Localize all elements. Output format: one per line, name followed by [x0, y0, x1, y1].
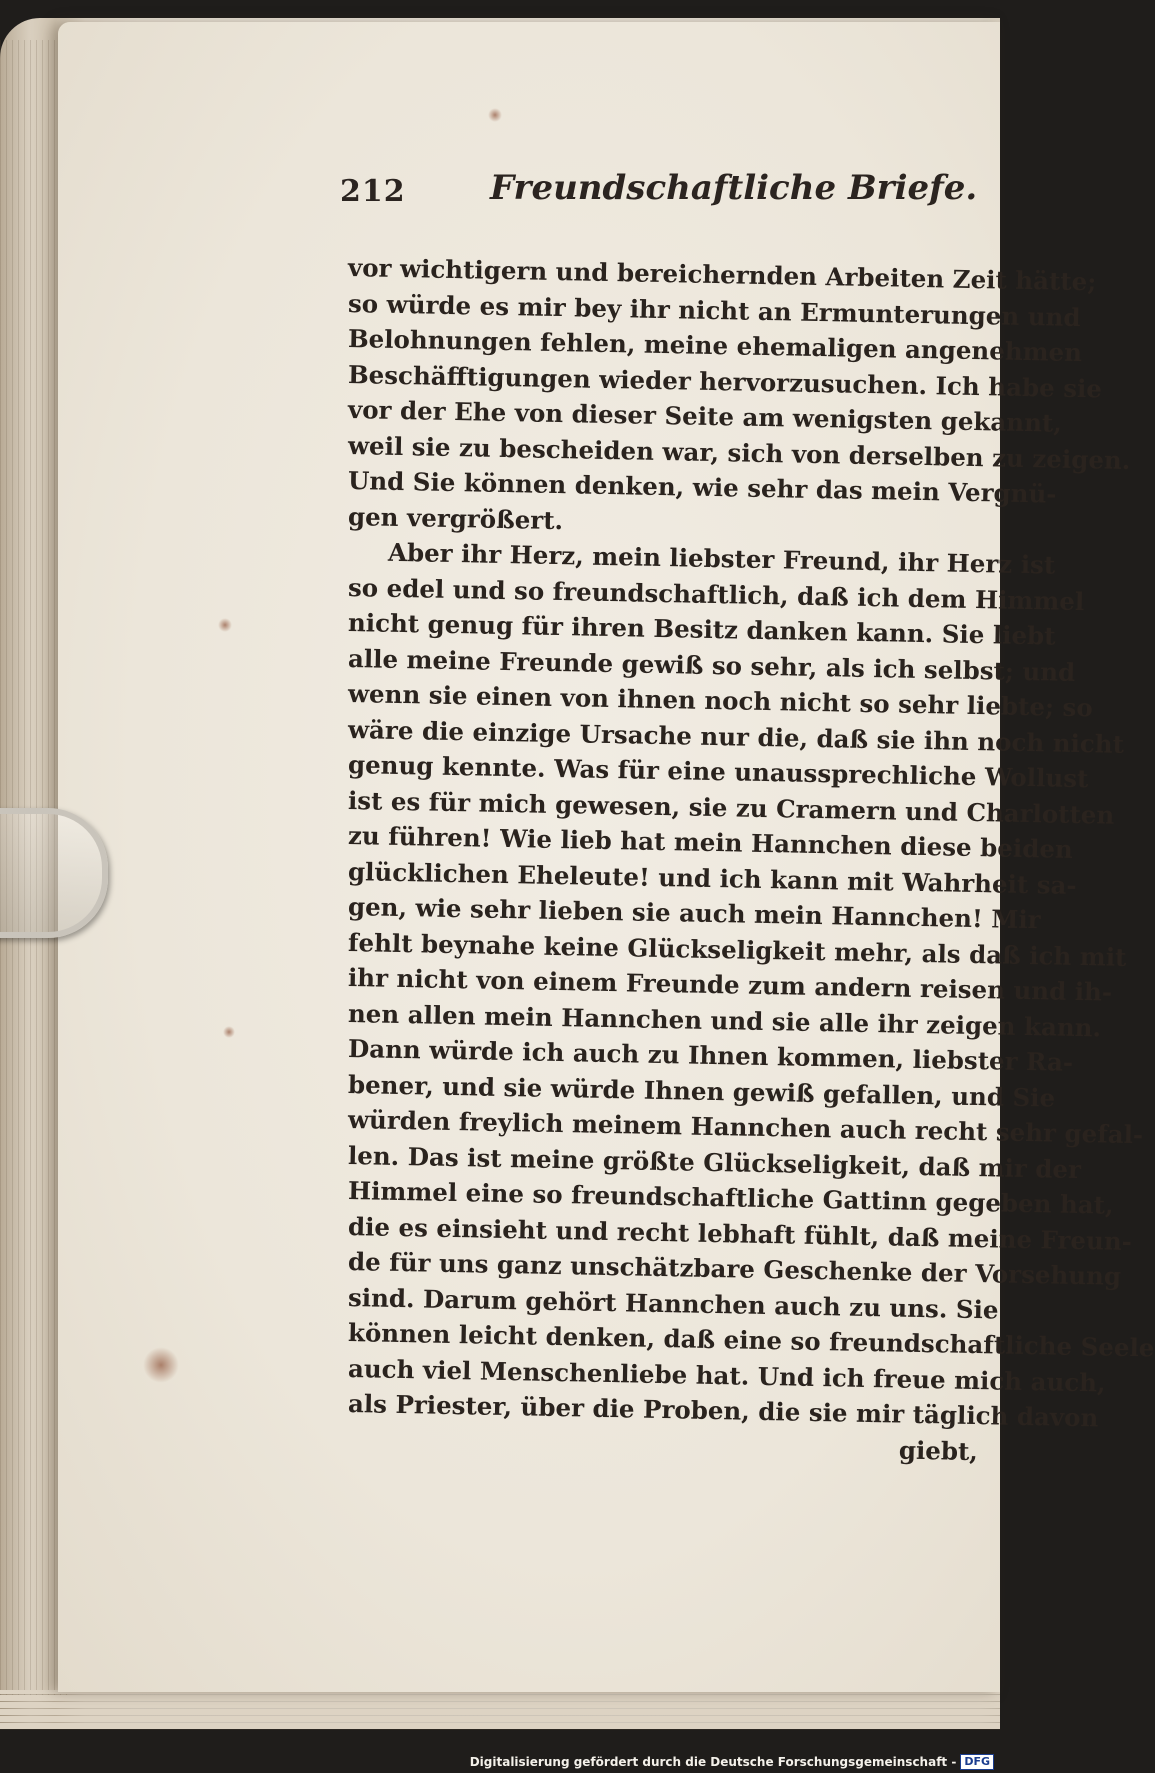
text-line: ihr nicht von einem Freunde zum andern reisen und ih-: [347, 963, 1113, 1007]
ink-spot: [218, 618, 232, 632]
page-number: 212: [340, 174, 406, 209]
text-line: Dann würde ich auch zu Ihnen kommen, liebster Ra-: [347, 1034, 1074, 1077]
text-line: würden freylich meinem Hannchen auch recht sehr gefal-: [347, 1105, 1144, 1150]
credit-text: Digitalisierung gefördert durch die Deutsche Forschungsgemeinschaft -: [469, 1755, 957, 1769]
text-line: gen vergrößert.: [347, 501, 564, 535]
text-line: gen, wie sehr lieben sie auch mein Hannchen! Mir: [347, 892, 1041, 935]
text-line: bener, und sie würde Ihnen gewiß gefallen, und Sie: [347, 1069, 1056, 1113]
text-line: ist es für mich gewesen, sie zu Cramern und Charlotten: [347, 785, 1115, 830]
foxing-stain: [143, 1347, 179, 1383]
text-line: Beschäfftigungen wieder hervorzusuchen. Ich habe sie: [347, 359, 1103, 403]
text-line: len. Das ist meine größte Glückseligkeit, daß mir der: [347, 1140, 1082, 1184]
text-line: nen allen mein Hannchen und sie alle ihr zeigen kann.: [347, 998, 1102, 1042]
text-line: zu führen! Wie lieb hat mein Hannchen diese beiden: [347, 821, 1074, 864]
text-line: so würde es mir bey ihr nicht an Ermunterungen und: [347, 288, 1081, 332]
text-line: nicht genug für ihren Besitz danken kann. Sie liebt: [347, 608, 1056, 651]
text-line: fehlt beynahe keine Glückseligkeit mehr, als daß ich mit: [347, 927, 1127, 972]
text-line: genug kennte. Was für eine unaussprechliche Wollust: [347, 750, 1089, 794]
text-line: glücklichen Eheleute! und ich kann mit Wahrheit sa-: [347, 856, 1077, 900]
text-line: so edel und so freundschaftlich, daß ich dem Himmel: [347, 572, 1085, 616]
page-header: [340, 168, 978, 216]
text-line: Himmel eine so freundschaftliche Gattinn gegeben hat,: [347, 1176, 1114, 1220]
body-text: [347, 250, 1155, 1466]
text-line: auch viel Menschenliebe hat. Und ich freue mich auch,: [347, 1353, 1106, 1398]
text-line: vor der Ehe von dieser Seite am wenigsten gekannt,: [347, 395, 1063, 438]
ink-spot: [223, 1026, 235, 1038]
text-line: wäre die einzige Ursache nur die, daß sie ihn noch nicht: [347, 714, 1125, 759]
running-title: Freundschaftliche Briefe.: [490, 168, 978, 208]
text-line: Belohnungen fehlen, meine ehemaligen angenehmen: [347, 324, 1083, 368]
digitization-credit: [470, 1752, 994, 1772]
catchword: giebt,: [898, 1435, 979, 1466]
text-line: weil sie zu bescheiden war, sich von derselben zu zeigen.: [347, 430, 1131, 475]
page-clip: [0, 808, 108, 938]
dfg-logo-icon: DFG: [960, 1754, 994, 1770]
text-line: Und Sie können denken, wie sehr das mein Vergnü-: [347, 466, 1057, 509]
bottom-page-edges: [0, 1690, 1000, 1730]
text-line: de für uns ganz unschätzbare Geschenke der Vorsehung: [347, 1247, 1122, 1291]
text-line: sind. Darum gehört Hannchen auch zu uns. Sie: [347, 1282, 999, 1324]
text-line: vor wichtigern und bereichernden Arbeiten Zeit hätte;: [347, 253, 1097, 297]
ink-spot: [488, 108, 502, 122]
text-line: können leicht denken, daß eine so freundschaftliche Seele: [347, 1318, 1155, 1363]
text-line: wenn sie einen von ihnen noch nicht so sehr liebte; so: [347, 679, 1093, 723]
text-line: Aber ihr Herz, mein liebster Freund, ihr Herz ist: [387, 537, 1056, 580]
text-line: als Priester, über die Proben, die sie mir täglich davon: [347, 1389, 1099, 1433]
text-line: die es einsieht und recht lebhaft fühlt, daß meine Freun-: [347, 1211, 1133, 1256]
text-line: alle meine Freunde gewiß so sehr, als ich selbst; und: [347, 643, 1076, 687]
